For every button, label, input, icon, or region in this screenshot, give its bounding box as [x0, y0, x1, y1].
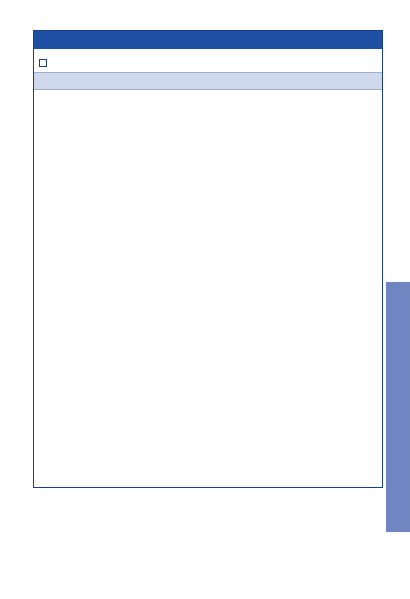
checkbox[interactable]: [39, 59, 47, 67]
page-footer: [376, 578, 380, 589]
side-tab-label: [386, 282, 410, 532]
maintenance-checklist-panel: [33, 30, 383, 488]
maintenance-side-tab[interactable]: [386, 282, 410, 532]
interval-header: [34, 31, 382, 49]
additional-items-band: [34, 72, 382, 90]
inspect-item-fuel-lines: [38, 57, 210, 67]
